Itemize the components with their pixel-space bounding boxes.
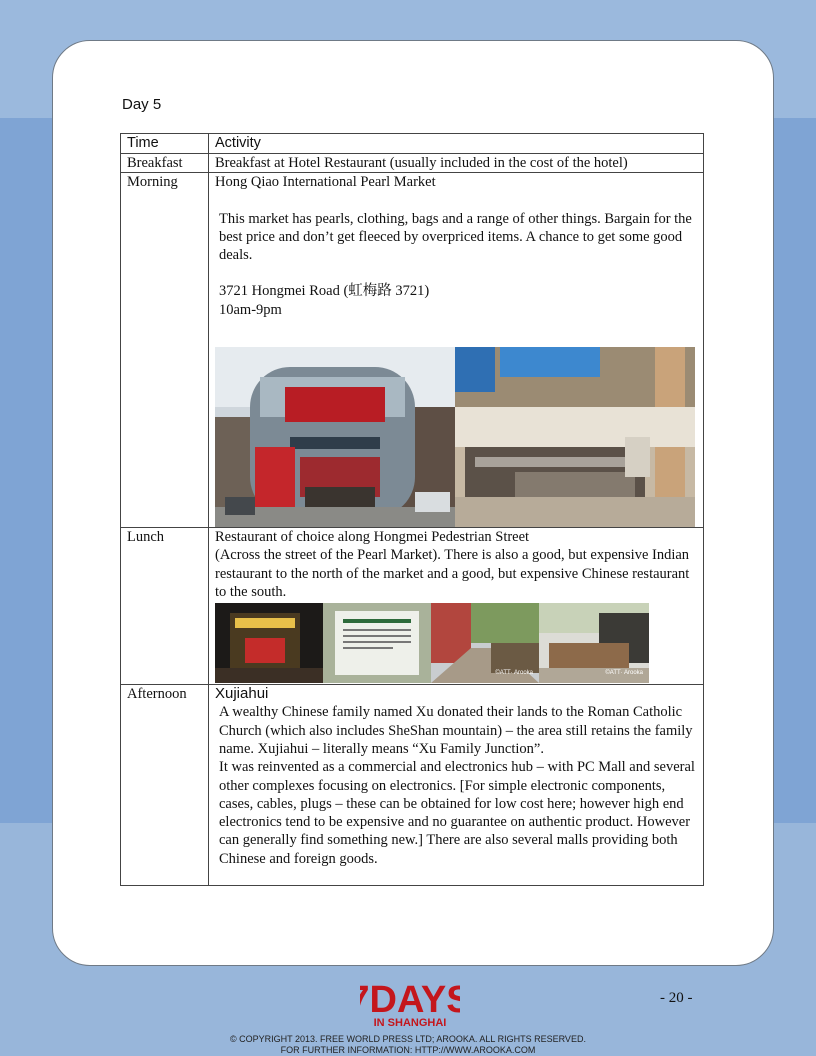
photo-watermark: ©ATT· Arooka — [495, 669, 533, 676]
afternoon-time: Afternoon — [121, 685, 209, 886]
day-title: Day 5 — [122, 96, 162, 113]
footer-line-1: © COPYRIGHT 2013. FREE WORLD PRESS LTD; AROOKA. ALL RIGHTS RESERVED. — [230, 1034, 586, 1044]
morning-hours: 10am-9pm — [219, 301, 282, 318]
lunch-time: Lunch — [121, 528, 209, 685]
seven-days-logo — [360, 968, 460, 1032]
lunch-photos — [215, 603, 703, 683]
restaurant-night-photo — [215, 603, 323, 683]
table-row-afternoon — [121, 685, 704, 886]
footer-line-2: FOR FURTHER INFORMATION: HTTP://WWW.AROOKA.COM — [280, 1045, 536, 1055]
lunch-line-1: Restaurant of choice along Hongmei Pedestrian Street — [215, 529, 530, 546]
logo-big-text: DAYS — [369, 979, 460, 1021]
morning-time: Morning — [121, 173, 209, 528]
pedestrian-street-photo — [431, 603, 539, 683]
afternoon-title: Xujiahui — [215, 685, 269, 703]
photo-watermark: ©ATT· Arooka — [605, 669, 643, 676]
morning-photos — [215, 347, 703, 527]
table-header-row — [121, 134, 704, 154]
morning-description: This market has pearls, clothing, bags and a range of other things. Bargain for the best price and don’t get fleeced by overpriced items. A chance to get some good deals. — [219, 210, 692, 264]
lunch-line-2: (Across the street of the Pearl Market). There is also a good, but expensive Indian restaurant to the north of the market and a good, but expensive Chinese restaurant to the south. — [215, 547, 690, 600]
copyright-footer — [0, 1034, 816, 1056]
morning-address: 3721 Hongmei Road (虹梅路 3721) — [219, 283, 430, 300]
afternoon-text-2: It was reinvented as a commercial and electronics hub – with PC Mall and several other complexes focusing on electronics. [For simple electronic components, cases, cables, plugs – these can be obtained for low cost here; however high end electronics tend to be expensive and no guarantee on authentic product. However can generally find something new.] There are also several malls providing both Chinese and foreign goods. — [219, 759, 695, 867]
street-sign-photo — [323, 603, 431, 683]
pearl-market-interior-photo — [455, 347, 695, 527]
table-row-morning — [121, 173, 704, 528]
logo-small-text: IN SHANGHAI — [373, 1017, 447, 1029]
page-number: - 20 - — [660, 990, 693, 1006]
table-row-lunch — [121, 528, 704, 685]
header-time: Time — [121, 134, 209, 154]
breakfast-activity: Breakfast at Hotel Restaurant (usually included in the cost of the hotel) — [209, 154, 704, 173]
morning-title: Hong Qiao International Pearl Market — [215, 174, 436, 191]
breakfast-time: Breakfast — [121, 154, 209, 173]
street-cafe-photo — [539, 603, 649, 683]
table-row-breakfast — [121, 154, 704, 173]
pearl-market-exterior-photo — [215, 347, 455, 527]
lunch-activity — [209, 528, 704, 685]
header-activity: Activity — [209, 134, 704, 154]
afternoon-text-1: A wealthy Chinese family named Xu donated their lands to the Roman Catholic Church (which also includes SheShan mountain) – the area still retains the family name. Xujiahui – literally means “Xu Family Junction”. — [219, 704, 693, 757]
morning-activity — [209, 173, 704, 528]
afternoon-activity — [209, 685, 704, 886]
itinerary-table — [120, 133, 704, 886]
